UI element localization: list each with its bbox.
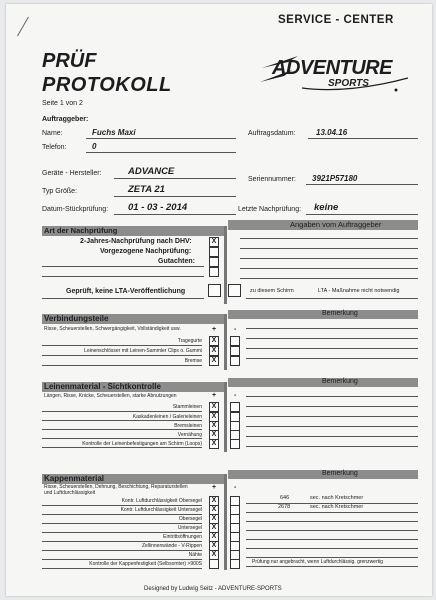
- connectors-row-3-plus[interactable]: X: [209, 356, 219, 366]
- page-info: Seite 1 von 2: [42, 100, 83, 107]
- checked-no-lta-box[interactable]: [208, 284, 221, 297]
- client-info-title: Angaben vom Auftraggeber: [290, 220, 382, 229]
- type-label: Typ Größe:: [42, 188, 78, 195]
- order-date-value: 13.04.16: [316, 128, 348, 137]
- lines-row-5-plus[interactable]: X: [209, 439, 219, 449]
- canopy-remark-2-text: sec. nach Kretschmer: [310, 504, 364, 510]
- lines-plus: +: [212, 392, 217, 399]
- canopy-row-3-plus[interactable]: X: [209, 514, 219, 524]
- canopy-row-7-plus[interactable]: X: [209, 550, 219, 560]
- connectors-remark-title: Bemerkung: [322, 310, 358, 317]
- canopy-row-7-label: Nähte: [188, 552, 202, 558]
- canopy-row-6-label: Zellinnenwände - V-Rippen: [141, 543, 202, 549]
- connectors-title: Verbindungsteile: [44, 314, 109, 323]
- title-line-2: PROTOKOLL: [42, 74, 172, 96]
- canopy-row-4-label: Untersegel: [177, 525, 202, 531]
- connectors-row-1-label: Tragegurte: [177, 338, 202, 344]
- canopy-row-8-label: Kontrolle der Kappenfestigkeit (Selbsomter) >900S: [89, 561, 202, 567]
- check-row-4-box[interactable]: [209, 267, 219, 277]
- canopy-row-8-minus[interactable]: [230, 559, 240, 569]
- footer-designed-by: Designed by Ludwig Seitz - ADVENTURE-SPORTS: [144, 586, 282, 592]
- manufacturer-value: ADVANCE: [128, 166, 175, 177]
- lines-row-2-plus[interactable]: X: [209, 412, 219, 422]
- check-row-1-label: 2-Jahres-Nachprüfung nach DHV:: [80, 238, 192, 245]
- connectors-row-2-minus[interactable]: [230, 346, 240, 356]
- canopy-bottom-remark: Prüfung nur angebracht, wenn Luftdurchlässig. grenzwertig: [252, 559, 383, 565]
- logo-text-adventure: ADVENTURE: [272, 57, 392, 79]
- canopy-row-1-label: Kontr. Luftdurchlässigkeit Obersegel: [121, 498, 202, 504]
- canopy-remark-title: Bemerkung: [322, 470, 358, 477]
- lines-row-4-label: Vernähung: [177, 432, 202, 438]
- lines-row-1-minus[interactable]: [230, 402, 240, 412]
- schirm-label: zu diesem Schirm: [250, 288, 294, 294]
- name-label: Name:: [42, 130, 63, 137]
- connectors-row-2-plus[interactable]: X: [209, 346, 219, 356]
- canopy-row-1-plus[interactable]: X: [209, 496, 219, 506]
- connectors-row-3-label: Bremse: [184, 358, 202, 364]
- piece-date-label: Datum-Stückprüfung:: [42, 206, 109, 213]
- check-row-2-label: Vorgezogene Nachprüfung:: [100, 248, 192, 255]
- lines-row-5-minus[interactable]: [230, 439, 240, 449]
- lines-remark-title: Bemerkung: [322, 378, 358, 385]
- connectors-row-2-label: Leinenschlösser mit Leinen-Sammler Clips o. Gummi: [84, 348, 202, 354]
- serial-label: Seriennummer:: [248, 176, 296, 183]
- connectors-minus: -: [234, 326, 237, 333]
- canopy-remark-1-text: sec. nach Kretschmer: [310, 495, 364, 501]
- phone-label: Telefon:: [42, 144, 67, 151]
- service-center-heading: SERVICE - CENTER: [278, 14, 394, 26]
- lines-minus: -: [234, 392, 237, 399]
- canopy-row-5-plus[interactable]: X: [209, 532, 219, 542]
- canopy-row-8-plus[interactable]: [209, 559, 219, 569]
- last-check-label: Letzte Nachprüfung:: [238, 206, 302, 213]
- protocol-page: [6, 4, 432, 596]
- connectors-subtitle: Risse, Scheuerstellen, Schwergängigkeit, Vollständigkeit usw.: [44, 326, 181, 332]
- canopy-subtitle-2: und Luftdurchlässigkeit: [44, 490, 96, 496]
- lines-row-5-label: Kontrolle der Leinenbefestigungen am Schirm (Loops): [82, 441, 202, 447]
- lta-not-needed-label: LTA - Maßnahme nicht notwendig: [318, 288, 400, 294]
- canopy-minus: -: [234, 484, 237, 491]
- pen-mark-icon: [17, 17, 29, 37]
- lines-row-4-plus[interactable]: X: [209, 430, 219, 440]
- canopy-row-2-label: Kontr. Luftdurchlässigkeit Untersegel: [120, 507, 202, 513]
- customer-section-label: Auftraggeber:: [42, 116, 89, 123]
- logo-text-sports: SPORTS: [328, 78, 369, 89]
- serial-value: 3921P57180: [312, 174, 358, 183]
- canopy-plus: +: [212, 484, 217, 491]
- lines-row-3-plus[interactable]: X: [209, 421, 219, 431]
- lines-row-3-label: Bremsleinen: [174, 423, 202, 429]
- canopy-row-5-label: Eintrittsöffnungen: [163, 534, 202, 540]
- connectors-row-1-minus[interactable]: [230, 336, 240, 346]
- lines-row-2-label: Kaskadenleinen / Galerieleinen: [132, 414, 202, 420]
- phone-value: 0: [92, 142, 97, 151]
- lines-title: Leinenmaterial - Sichtkontrolle: [44, 382, 161, 391]
- manufacturer-label: Geräte - Hersteller:: [42, 170, 102, 177]
- canopy-title: Kappenmaterial: [44, 474, 105, 483]
- lines-row-1-plus[interactable]: X: [209, 402, 219, 412]
- check-row-3-label: Gutachten:: [158, 258, 195, 265]
- canopy-row-4-plus[interactable]: X: [209, 523, 219, 533]
- canopy-row-3-label: Obersegel: [178, 516, 202, 522]
- check-row-1-box[interactable]: X: [209, 237, 219, 247]
- type-of-check-title: Art der Nachprüfung: [44, 226, 118, 235]
- canopy-row-2-plus[interactable]: X: [209, 505, 219, 515]
- canopy-remark-1-value: 646: [280, 495, 290, 501]
- last-check-value: keine: [314, 202, 339, 213]
- connectors-row-3-minus[interactable]: [230, 356, 240, 366]
- canopy-row-6-plus[interactable]: X: [209, 541, 219, 551]
- check-row-3-box[interactable]: [209, 257, 219, 267]
- title-line-1: PRÜF: [42, 50, 97, 72]
- lines-row-1-label: Stammleinen: [172, 404, 202, 410]
- connectors-plus: +: [212, 326, 217, 333]
- type-value: ZETA 21: [128, 184, 165, 195]
- lines-subtitle: Längen, Risse, Knicke, Scheuerstellen, starke Abnutzungen: [44, 393, 177, 399]
- canopy-subtitle-1: Risse, Scheuerstellen, Dehnung, Beschichtung, Reparaturstellen: [44, 484, 188, 490]
- lta-box[interactable]: [228, 284, 241, 297]
- canopy-remark-2-value: 2678: [278, 504, 291, 510]
- piece-date-value: 01 - 03 - 2014: [128, 202, 188, 213]
- connectors-row-1-plus[interactable]: X: [209, 336, 219, 346]
- adventure-sports-logo: [258, 48, 418, 96]
- name-value: Fuchs Maxi: [92, 128, 136, 137]
- check-row-2-box[interactable]: [209, 247, 219, 257]
- order-date-label: Auftragsdatum:: [248, 130, 296, 137]
- checked-no-lta-label: Geprüft, keine LTA-Veröffentlichung: [66, 288, 186, 295]
